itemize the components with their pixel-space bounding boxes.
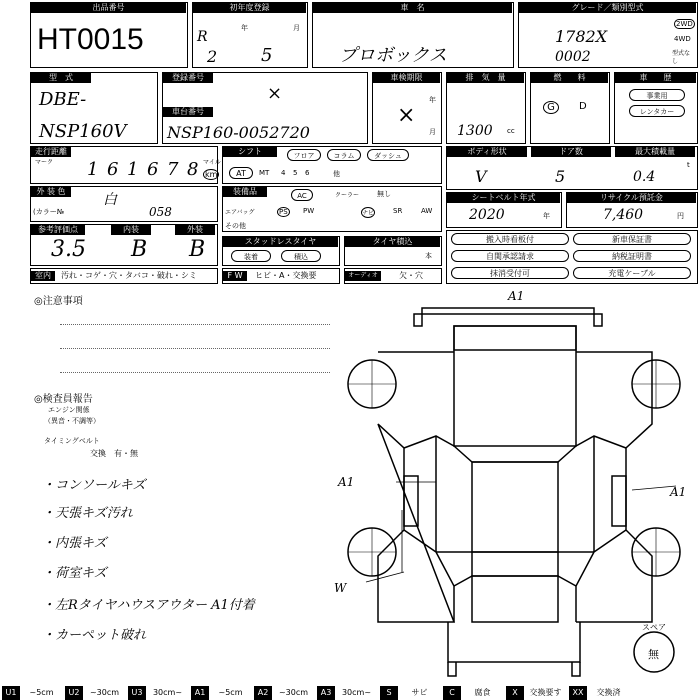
mileage-d2: 6: [107, 159, 119, 180]
equip-ac: AC: [291, 189, 313, 201]
mileage-d4: 6: [147, 159, 159, 180]
lot-number: HT0015: [37, 23, 144, 56]
mileage-d5: 7: [167, 159, 179, 180]
damage-legend: [0, 686, 700, 700]
chassis-label: 車台番号: [163, 107, 213, 117]
seatbelt-label: シートベルト年式: [447, 193, 560, 203]
doors-label: ドア数: [531, 147, 611, 157]
legend-value: サビ: [411, 688, 428, 697]
grade-value: 1782X: [555, 27, 608, 46]
shift-label: シフト: [223, 147, 277, 157]
grade-label: グレード／類別型式: [519, 3, 696, 13]
history-label: 車 歴: [615, 73, 696, 83]
comment-2: ・内張キズ: [42, 536, 107, 551]
legend-value: 30cm~: [341, 688, 372, 697]
color-code-label: (カラー№: [33, 208, 65, 216]
shift-mt: MT: [259, 169, 270, 177]
opt-2wd: 2WD: [676, 20, 693, 28]
seatbelt-value: 2020: [469, 207, 505, 223]
note-line: [60, 348, 330, 349]
equip-none: 無し: [377, 190, 391, 198]
model-box: [30, 72, 158, 144]
first-reg-era: R: [197, 29, 208, 45]
doors-value: 5: [555, 167, 566, 186]
docs-box: [446, 230, 698, 284]
legend-value: 30cm~: [152, 688, 183, 697]
audio-label: オーディオ: [345, 271, 381, 281]
displacement-box: [446, 72, 526, 144]
mileage-mark: マーク: [35, 159, 54, 166]
mileage-d3: 1: [127, 159, 139, 180]
recycle-box: [566, 192, 698, 228]
capacity-unit: t: [687, 161, 690, 169]
lot-box: [30, 2, 188, 68]
equip-ps: PS: [279, 208, 288, 216]
equip-navi: ナビ: [361, 207, 375, 218]
reg-value: ×: [267, 83, 283, 104]
first-reg-year: 2: [207, 47, 218, 66]
interior-items: 汚れ・コゲ・穴・タバコ・破れ・シミ: [61, 271, 197, 280]
body-shape-label: ボディ形状: [447, 147, 527, 157]
opt-4wd: 4WD: [674, 35, 691, 43]
interior-row: [30, 268, 218, 284]
inspection-value: ×: [397, 103, 416, 128]
timing-opts: 交換 有・無: [90, 449, 138, 458]
fw-items: ヒビ・A・交換要: [255, 271, 317, 280]
inspection-label: 車検期限: [373, 73, 440, 83]
reg-label: 登録番号: [163, 73, 213, 83]
legend-value: ~30cm: [278, 688, 309, 697]
legend-key: C: [443, 686, 461, 700]
studless-load: 積込: [281, 250, 321, 262]
legend-value: 交換要す: [529, 688, 562, 697]
score-int-label: 内装: [111, 225, 151, 235]
first-reg-month-unit: 月: [293, 24, 300, 32]
mileage-d1: 1: [87, 159, 99, 180]
model-label: 型 式: [31, 73, 91, 83]
spare-mark: 無: [648, 648, 659, 661]
audio-row: [344, 268, 442, 284]
equipment-box: [222, 186, 442, 232]
model-value: DBE-: [39, 89, 87, 110]
inspection-box: [372, 72, 442, 144]
studless-box: [222, 236, 340, 266]
score-box: [30, 224, 218, 266]
first-reg-label: 初年度登録: [193, 3, 306, 13]
mileage-mile: マイル: [203, 159, 221, 166]
fuel-label: 燃 料: [531, 73, 608, 83]
shift-floor: フロア: [287, 149, 321, 161]
mark-w-left: W: [334, 581, 347, 595]
inspection-year-unit: 年: [429, 96, 436, 104]
shift-other: 他: [333, 170, 340, 178]
tireload-unit: 本: [425, 252, 432, 260]
doc-2: 抹消受付可: [451, 267, 569, 279]
body-shape-value: V: [475, 167, 487, 186]
timing-label: タイミングベルト: [44, 437, 100, 445]
mark-a1-left: A1: [338, 475, 355, 489]
car-name-box: [312, 2, 514, 68]
legend-value: ~30cm: [89, 688, 120, 697]
first-reg-box: [192, 2, 308, 68]
grade-type: 0002: [555, 49, 591, 65]
shift-column: コラム: [327, 149, 361, 161]
inspection-month-unit: 月: [429, 128, 436, 136]
legend-value: 交換済: [596, 688, 621, 697]
shift-at: AT: [229, 167, 253, 179]
doc-3: 新車保証書: [573, 233, 691, 245]
interior-label: 室内: [31, 271, 55, 281]
chassis-value: NSP160-0052720: [167, 123, 310, 142]
shift-box: [222, 146, 442, 184]
score-ext: B: [189, 237, 206, 262]
doc-0: 搬入時看板付: [451, 233, 569, 245]
mark-a1-right: A1: [670, 485, 687, 499]
shift-g4: 4: [281, 169, 286, 177]
engine-sub: （異音・不調等）: [44, 417, 100, 425]
legend-key: A1: [191, 686, 209, 700]
inspector-title: ◎検査員報告: [34, 394, 93, 405]
grade-box: [518, 2, 698, 68]
fuel-g: G: [543, 101, 559, 114]
equip-sr: SR: [393, 207, 403, 215]
doc-1: 自関承認請求: [451, 250, 569, 262]
score-ref-label: 参考評価点: [31, 225, 85, 235]
legend-value: ~5cm: [218, 688, 243, 697]
displacement-value: 1300: [457, 123, 493, 139]
car-name-label: 車 名: [313, 3, 512, 13]
car-name-value: プロボックス: [339, 45, 447, 66]
mileage-d6: 8: [187, 159, 199, 180]
lot-label: 出品番号: [31, 3, 186, 13]
fuel-d: D: [579, 101, 587, 112]
studless-label: スタッドレスタイヤ: [223, 237, 338, 247]
notes-title: ◎注意事項: [34, 296, 83, 307]
legend-value: ~5cm: [29, 688, 54, 697]
capacity-value: 0.4: [633, 169, 656, 185]
comment-3: ・荷室キズ: [42, 566, 107, 581]
score-int: B: [131, 237, 148, 262]
shift-g5: 5: [293, 169, 298, 177]
score-ref: 3.5: [51, 237, 86, 262]
doc-4: 納税証明書: [573, 250, 691, 262]
recycle-label: リサイクル預託金: [567, 193, 696, 203]
note-line: [60, 324, 330, 325]
legend-key: A3: [317, 686, 335, 700]
seatbelt-box: [446, 192, 562, 228]
equipment-label: 装備品: [223, 187, 267, 197]
tireload-label: タイヤ積込: [345, 237, 440, 247]
engine-label: エンジン関係: [48, 406, 90, 414]
mileage-box: [30, 146, 221, 184]
mileage-label: 走行距離: [31, 147, 71, 157]
fuel-box: [530, 72, 610, 144]
mark-a1-front: A1: [508, 289, 525, 303]
legend-key: S: [380, 686, 398, 700]
equip-aw: AW: [421, 207, 433, 215]
history-rental: レンタカー: [629, 105, 685, 117]
legend-value: 腐食: [474, 688, 491, 697]
studless-on: 装着: [231, 250, 271, 262]
doc-5: 充電ケーブル: [573, 267, 691, 279]
comment-5: ・カーペット破れ: [42, 628, 147, 643]
equip-other: その他: [225, 222, 246, 230]
model-value-2: NSP160V: [39, 121, 127, 142]
car-damage-diagram: [330, 286, 700, 686]
recycle-unit: 円: [677, 212, 684, 220]
equip-airbag: エアバッグ: [225, 209, 255, 216]
body-box: [446, 146, 698, 190]
legend-key: XX: [569, 686, 587, 700]
color-code: 058: [149, 205, 172, 219]
legend-key: X: [506, 686, 524, 700]
opt-none: 型式なし: [672, 50, 691, 65]
comment-1: ・天張キズ汚れ: [42, 506, 133, 521]
displacement-label: 排 気 量: [447, 73, 524, 83]
legend-key: U1: [2, 686, 20, 700]
color-box: [30, 186, 218, 222]
legend-key: U3: [128, 686, 146, 700]
history-business: 事業用: [629, 89, 685, 101]
legend-key: A2: [254, 686, 272, 700]
audio-items: 欠・穴: [399, 271, 423, 280]
note-line: [60, 372, 330, 373]
recycle-value: 7,460: [603, 207, 644, 223]
displacement-unit: cc: [507, 127, 515, 135]
color-label: 外 装 色: [31, 187, 71, 197]
comment-4: ・左Rタイヤハウスアウター A1付着: [42, 598, 255, 613]
seatbelt-unit: 年: [543, 212, 550, 220]
legend-key: U2: [65, 686, 83, 700]
first-reg-year-unit: 年: [241, 24, 248, 32]
mileage-unit: km: [205, 170, 218, 179]
shift-dash: ダッシュ: [367, 149, 409, 161]
score-ext-label: 外装: [175, 225, 215, 235]
spare-label: スペア: [642, 623, 666, 632]
fw-label: F W: [223, 271, 247, 281]
tireload-box: [344, 236, 442, 266]
color-value: 白: [103, 192, 117, 208]
first-reg-month: 5: [261, 45, 273, 66]
equip-cooler: クーラー: [335, 192, 360, 199]
history-box: [614, 72, 698, 144]
comment-0: ・コンソールキズ: [42, 478, 146, 493]
shift-g6: 6: [305, 169, 310, 177]
fw-row: [222, 268, 340, 284]
capacity-label: 最大積載量: [615, 147, 695, 157]
reg-box: [162, 72, 368, 144]
equip-pw: PW: [303, 207, 315, 215]
